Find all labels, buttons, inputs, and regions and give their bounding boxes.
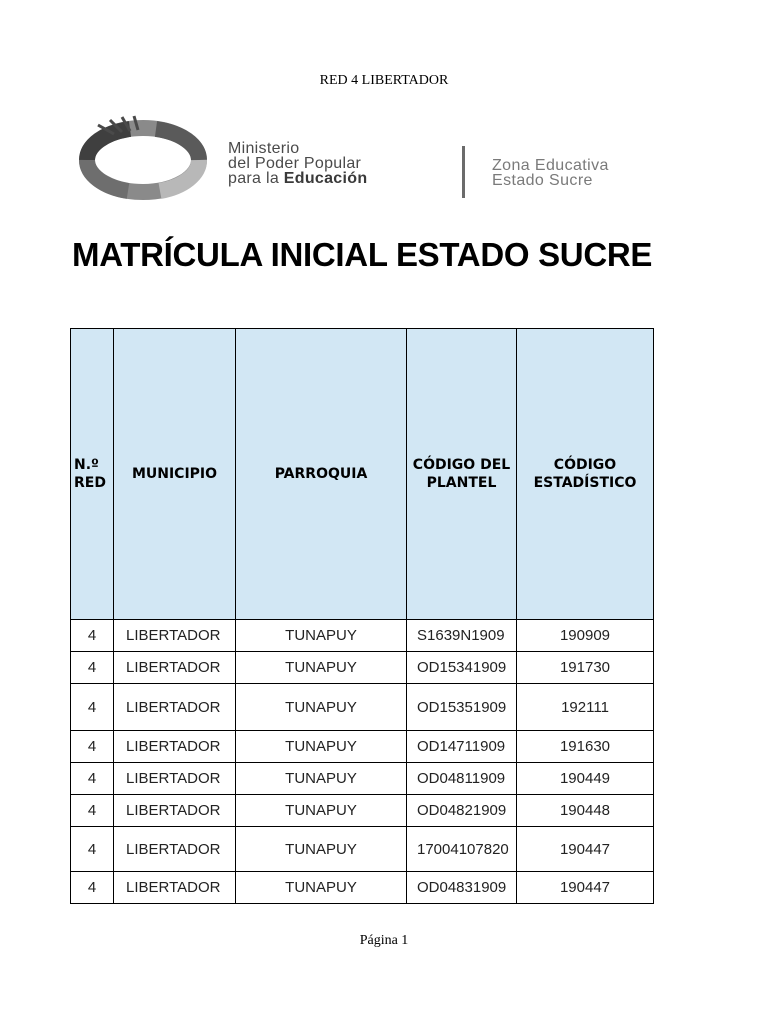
cell-municipio: LIBERTADOR (114, 872, 236, 904)
header-codigo-plantel: CÓDIGO DEL PLANTEL (407, 329, 517, 620)
cell-codigo-estadistico: 190447 (517, 872, 654, 904)
header-municipio: MUNICIPIO (114, 329, 236, 620)
table-row (71, 620, 654, 652)
cell-codigo-plantel: OD15351909 (407, 684, 517, 731)
cell-red: 4 (71, 652, 114, 684)
ministry-line-2: del Poder Popular (228, 155, 362, 172)
cell-codigo-plantel: OD04821909 (407, 795, 517, 827)
header-parroquia: PARROQUIA (236, 329, 407, 620)
ministry-logo-band (70, 112, 652, 207)
header-red: N.º RED (71, 329, 114, 620)
zone-line-2: Estado Sucre (492, 172, 593, 189)
cell-parroquia: TUNAPUY (236, 795, 407, 827)
table-row (71, 872, 654, 904)
cell-codigo-estadistico: 191730 (517, 652, 654, 684)
cell-red: 4 (71, 731, 114, 763)
cell-codigo-estadistico: 190449 (517, 763, 654, 795)
cell-codigo-estadistico: 190447 (517, 827, 654, 872)
zone-name (492, 158, 609, 188)
cell-codigo-plantel: S1639N1909 (407, 620, 517, 652)
cell-red: 4 (71, 827, 114, 872)
enrollment-table (70, 328, 654, 904)
page-header: RED 4 LIBERTADOR (319, 73, 449, 88)
cell-municipio: LIBERTADOR (114, 684, 236, 731)
cell-red: 4 (71, 763, 114, 795)
page-title: MATRÍCULA INICIAL ESTADO SUCRE (72, 236, 652, 273)
table-row (71, 827, 654, 872)
table-row (71, 684, 654, 731)
logo-divider (462, 146, 465, 198)
cell-codigo-estadistico: 190448 (517, 795, 654, 827)
cell-codigo-estadistico: 191630 (517, 731, 654, 763)
table-row (71, 763, 654, 795)
ministry-emblem-icon (70, 112, 220, 204)
cell-parroquia: TUNAPUY (236, 620, 407, 652)
cell-codigo-estadistico: 192111 (517, 684, 654, 731)
header-codigo-estadistico: CÓDIGO ESTADÍSTICO (517, 329, 654, 620)
table-row (71, 731, 654, 763)
table-header-row (71, 329, 654, 620)
cell-parroquia: TUNAPUY (236, 827, 407, 872)
cell-codigo-estadistico: 190909 (517, 620, 654, 652)
cell-red: 4 (71, 620, 114, 652)
cell-codigo-plantel: OD14711909 (407, 731, 517, 763)
cell-red: 4 (71, 795, 114, 827)
cell-parroquia: TUNAPUY (236, 872, 407, 904)
cell-parroquia: TUNAPUY (236, 684, 407, 731)
ministry-line-3-prefix: para la (228, 170, 284, 187)
ministry-name (228, 141, 367, 186)
cell-municipio: LIBERTADOR (114, 731, 236, 763)
cell-codigo-plantel: OD04811909 (407, 763, 517, 795)
cell-parroquia: TUNAPUY (236, 652, 407, 684)
title-container (72, 236, 652, 274)
ministry-line-1: Ministerio (228, 140, 300, 157)
cell-codigo-plantel: 17004107820 (407, 827, 517, 872)
cell-parroquia: TUNAPUY (236, 763, 407, 795)
cell-municipio: LIBERTADOR (114, 620, 236, 652)
table-row (71, 652, 654, 684)
cell-municipio: LIBERTADOR (114, 795, 236, 827)
page-footer: Página 1 (359, 933, 409, 948)
cell-parroquia: TUNAPUY (236, 731, 407, 763)
ministry-line-3 (228, 171, 367, 186)
zone-line-1: Zona Educativa (492, 157, 609, 174)
cell-red: 4 (71, 872, 114, 904)
table-row (71, 795, 654, 827)
cell-municipio: LIBERTADOR (114, 827, 236, 872)
ministry-line-3-bold: Educación (283, 170, 368, 187)
cell-red: 4 (71, 684, 114, 731)
cell-codigo-plantel: OD15341909 (407, 652, 517, 684)
cell-codigo-plantel: OD04831909 (407, 872, 517, 904)
cell-municipio: LIBERTADOR (114, 652, 236, 684)
cell-municipio: LIBERTADOR (114, 763, 236, 795)
